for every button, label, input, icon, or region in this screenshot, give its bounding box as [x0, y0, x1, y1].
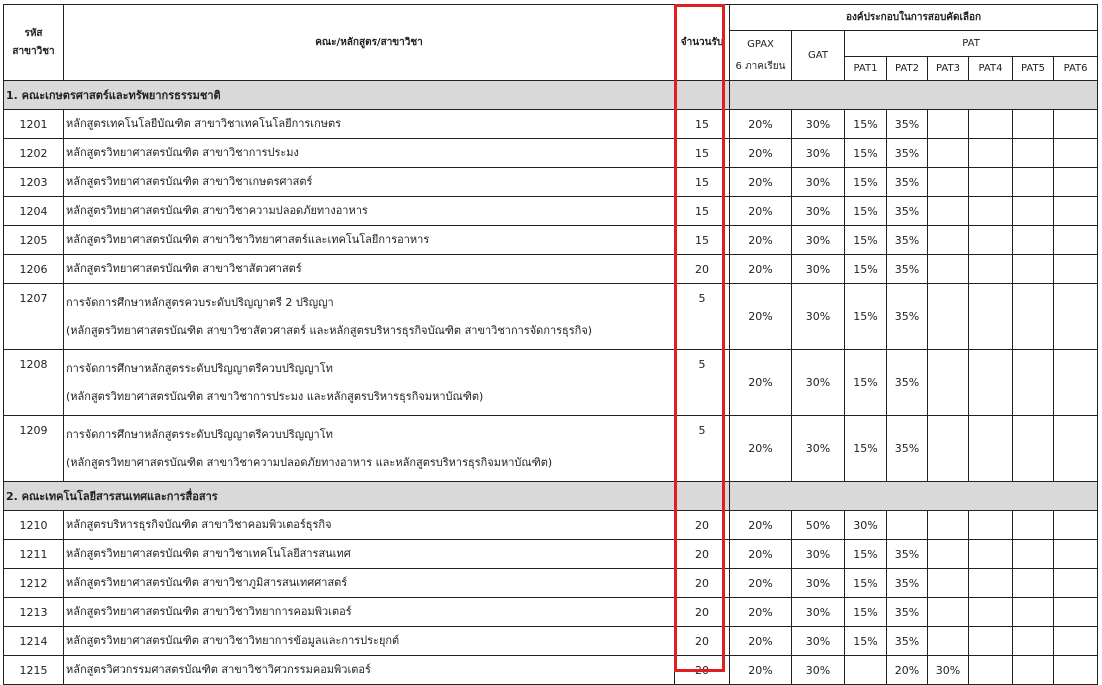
program-code: 1205 — [4, 226, 64, 255]
gpax-value: 20% — [730, 255, 792, 284]
pat3-value — [928, 168, 969, 197]
program-name-line1: หลักสูตรวิทยาศาสตรบัณฑิต สาขาวิชาภูมิสารสนเทศศาสตร์ — [66, 576, 348, 589]
seats-value: 5 — [675, 350, 730, 416]
pat4-value — [969, 350, 1013, 416]
section-row — [4, 482, 1098, 511]
pat1-value: 15% — [845, 110, 887, 139]
gpax-value: 20% — [730, 540, 792, 569]
pat6-value — [1054, 168, 1098, 197]
seats-value: 15 — [675, 168, 730, 197]
program-name — [64, 416, 675, 482]
program-name-line2: (หลักสูตรวิทยาศาสตรบัณฑิต สาขาวิชาสัตวศาสตร์ และหลักสูตรบริหารธุรกิจบัณฑิต สาขาวิชาการจัดการธุรกิจ) — [66, 323, 593, 337]
pat5-value — [1013, 656, 1054, 685]
header-pat-2: PAT2 — [887, 57, 928, 81]
pat6-value — [1054, 569, 1098, 598]
pat3-value — [928, 569, 969, 598]
pat4-value — [969, 540, 1013, 569]
table-row — [4, 656, 1098, 685]
section-title: 1. คณะเกษตรศาสตร์และทรัพยากรธรรมชาติ — [4, 81, 675, 110]
table-body — [4, 81, 1098, 685]
gpax-value: 20% — [730, 197, 792, 226]
program-name-line1: หลักสูตรวิทยาศาสตรบัณฑิต สาขาวิชาวิทยาการคอมพิวเตอร์ — [66, 605, 352, 618]
pat2-value: 35% — [887, 284, 928, 350]
pat2-value: 35% — [887, 350, 928, 416]
header-program: คณะ/หลักสูตร/สาขาวิชา — [64, 5, 675, 81]
pat3-value — [928, 197, 969, 226]
header-pat-6: PAT6 — [1054, 57, 1098, 81]
gpax-value: 20% — [730, 168, 792, 197]
pat2-value: 35% — [887, 416, 928, 482]
table-row — [4, 197, 1098, 226]
pat4-value — [969, 168, 1013, 197]
pat5-value — [1013, 226, 1054, 255]
pat3-value — [928, 627, 969, 656]
pat4-value — [969, 656, 1013, 685]
admission-table-sheet — [3, 4, 1097, 685]
pat3-value: 30% — [928, 656, 969, 685]
header-pat-1: PAT1 — [845, 57, 887, 81]
pat1-value: 15% — [845, 197, 887, 226]
seats-value: 20 — [675, 540, 730, 569]
pat1-value — [845, 656, 887, 685]
program-code: 1212 — [4, 569, 64, 598]
pat4-value — [969, 139, 1013, 168]
gat-value: 30% — [792, 540, 845, 569]
header-gat: GAT — [792, 31, 845, 81]
seats-value: 15 — [675, 139, 730, 168]
gpax-value: 20% — [730, 511, 792, 540]
header-gpax-line2: 6 ภาคเรียน — [735, 60, 786, 72]
pat5-value — [1013, 139, 1054, 168]
program-code: 1203 — [4, 168, 64, 197]
gat-value: 30% — [792, 168, 845, 197]
table-row — [4, 511, 1098, 540]
pat2-value: 35% — [887, 139, 928, 168]
pat5-value — [1013, 284, 1054, 350]
program-code: 1211 — [4, 540, 64, 569]
table-row — [4, 255, 1098, 284]
gat-value: 30% — [792, 656, 845, 685]
pat2-value: 35% — [887, 627, 928, 656]
pat1-value: 15% — [845, 226, 887, 255]
header-pat-4: PAT4 — [969, 57, 1013, 81]
program-name — [64, 569, 675, 598]
pat4-value — [969, 110, 1013, 139]
program-name — [64, 511, 675, 540]
program-name-line1: หลักสูตรวิทยาศาสตรบัณฑิต สาขาวิชาเกษตรศาสตร์ — [66, 175, 313, 188]
table-row — [4, 226, 1098, 255]
program-name-line2: (หลักสูตรวิทยาศาสตรบัณฑิต สาขาวิชาความปลอดภัยทางอาหาร และหลักสูตรบริหารธุรกิจมหาบัณฑิต) — [66, 455, 553, 469]
pat1-value: 15% — [845, 139, 887, 168]
program-name — [64, 168, 675, 197]
gpax-value: 20% — [730, 139, 792, 168]
gpax-value: 20% — [730, 110, 792, 139]
gat-value: 30% — [792, 284, 845, 350]
pat1-value: 15% — [845, 569, 887, 598]
pat6-value — [1054, 511, 1098, 540]
pat6-value — [1054, 598, 1098, 627]
section-row — [4, 81, 1098, 110]
pat1-value: 15% — [845, 255, 887, 284]
pat6-value — [1054, 197, 1098, 226]
pat5-value — [1013, 627, 1054, 656]
gpax-value: 20% — [730, 598, 792, 627]
section-title: 2. คณะเทคโนโลยีสารสนเทศและการสื่อสาร — [4, 482, 675, 511]
pat5-value — [1013, 168, 1054, 197]
pat5-value — [1013, 110, 1054, 139]
pat1-value: 15% — [845, 168, 887, 197]
program-name-line1: การจัดการศึกษาหลักสูตรระดับปริญญาตรีควบปริญญาโท — [66, 361, 333, 375]
seats-value: 20 — [675, 656, 730, 685]
header-gpax — [730, 31, 792, 81]
table-header — [4, 5, 1098, 81]
section-seats-cell — [675, 81, 730, 110]
seats-value: 5 — [675, 416, 730, 482]
program-name — [64, 226, 675, 255]
admission-table — [3, 4, 1098, 685]
program-name — [64, 540, 675, 569]
gpax-value: 20% — [730, 656, 792, 685]
gpax-value: 20% — [730, 284, 792, 350]
table-row — [4, 139, 1098, 168]
pat6-value — [1054, 226, 1098, 255]
gat-value: 30% — [792, 255, 845, 284]
pat4-value — [969, 284, 1013, 350]
pat5-value — [1013, 511, 1054, 540]
pat1-value: 15% — [845, 416, 887, 482]
seats-value: 20 — [675, 511, 730, 540]
program-code: 1207 — [4, 284, 64, 350]
program-code: 1208 — [4, 350, 64, 416]
pat1-value: 15% — [845, 284, 887, 350]
program-code: 1201 — [4, 110, 64, 139]
pat2-value: 35% — [887, 168, 928, 197]
program-name-line2: (หลักสูตรวิทยาศาสตรบัณฑิต สาขาวิชาการประมง และหลักสูตรบริหารธุรกิจมหาบัณฑิต) — [66, 389, 484, 403]
pat1-value: 30% — [845, 511, 887, 540]
pat1-value: 15% — [845, 627, 887, 656]
program-name — [64, 255, 675, 284]
pat1-value: 15% — [845, 598, 887, 627]
pat3-value — [928, 226, 969, 255]
program-name-line1: หลักสูตรวิทยาศาสตรบัณฑิต สาขาวิชาความปลอดภัยทางอาหาร — [66, 204, 368, 217]
pat5-value — [1013, 569, 1054, 598]
program-code: 1209 — [4, 416, 64, 482]
gat-value: 30% — [792, 226, 845, 255]
header-code-line1: รหัส — [24, 27, 43, 39]
gat-value: 30% — [792, 598, 845, 627]
header-components: องค์ประกอบในการสอบคัดเลือก — [730, 5, 1098, 31]
pat4-value — [969, 255, 1013, 284]
seats-value: 20 — [675, 255, 730, 284]
seats-value: 15 — [675, 226, 730, 255]
header-gpax-line1: GPAX — [747, 38, 774, 50]
program-code: 1214 — [4, 627, 64, 656]
gat-value: 30% — [792, 569, 845, 598]
pat6-value — [1054, 350, 1098, 416]
pat5-value — [1013, 598, 1054, 627]
pat2-value: 35% — [887, 226, 928, 255]
pat4-value — [969, 569, 1013, 598]
program-name-line1: หลักสูตรเทคโนโลยีบัณฑิต สาขาวิชาเทคโนโลยีการเกษตร — [66, 117, 342, 130]
table-row — [4, 416, 1098, 482]
program-name-line1: การจัดการศึกษาหลักสูตรควบระดับปริญญาตรี 2 ปริญญา — [66, 295, 334, 309]
table-row — [4, 110, 1098, 139]
table-row — [4, 598, 1098, 627]
pat6-value — [1054, 416, 1098, 482]
program-code: 1202 — [4, 139, 64, 168]
seats-value: 20 — [675, 598, 730, 627]
table-row — [4, 540, 1098, 569]
gpax-value: 20% — [730, 350, 792, 416]
header-pat: PAT — [845, 31, 1098, 57]
table-row — [4, 569, 1098, 598]
pat3-value — [928, 598, 969, 627]
program-name-line1: หลักสูตรวิทยาศาสตรบัณฑิต สาขาวิชาสัตวศาสตร์ — [66, 262, 302, 275]
pat2-value: 20% — [887, 656, 928, 685]
program-name — [64, 284, 675, 350]
gat-value: 30% — [792, 350, 845, 416]
program-name — [64, 110, 675, 139]
section-components-cell — [730, 482, 1098, 511]
pat4-value — [969, 197, 1013, 226]
pat2-value: 35% — [887, 569, 928, 598]
table-row — [4, 168, 1098, 197]
pat3-value — [928, 416, 969, 482]
pat5-value — [1013, 350, 1054, 416]
program-name-line1: หลักสูตรวิศวกรรมศาสตรบัณฑิต สาขาวิชาวิศวกรรมคอมพิวเตอร์ — [66, 663, 371, 676]
pat2-value: 35% — [887, 540, 928, 569]
section-components-cell — [730, 81, 1098, 110]
pat2-value: 35% — [887, 197, 928, 226]
pat4-value — [969, 416, 1013, 482]
header-pat-5: PAT5 — [1013, 57, 1054, 81]
pat3-value — [928, 511, 969, 540]
program-name — [64, 197, 675, 226]
pat3-value — [928, 540, 969, 569]
program-name — [64, 350, 675, 416]
pat3-value — [928, 110, 969, 139]
table-row — [4, 350, 1098, 416]
pat6-value — [1054, 255, 1098, 284]
gpax-value: 20% — [730, 569, 792, 598]
program-name-line1: หลักสูตรวิทยาศาสตรบัณฑิต สาขาวิชาการประมง — [66, 146, 299, 159]
program-name-line1: หลักสูตรวิทยาศาสตรบัณฑิต สาขาวิชาวิทยาศาสตร์และเทคโนโลยีการอาหาร — [66, 233, 430, 246]
pat3-value — [928, 284, 969, 350]
pat5-value — [1013, 416, 1054, 482]
seats-value: 20 — [675, 627, 730, 656]
program-name — [64, 627, 675, 656]
header-code — [4, 5, 64, 81]
gpax-value: 20% — [730, 226, 792, 255]
pat4-value — [969, 598, 1013, 627]
pat3-value — [928, 139, 969, 168]
gpax-value: 20% — [730, 416, 792, 482]
header-seats: จำนวนรับ — [675, 5, 730, 81]
pat5-value — [1013, 197, 1054, 226]
program-name-line1: หลักสูตรวิทยาศาสตรบัณฑิต สาขาวิชาวิทยาการข้อมูลและการประยุกต์ — [66, 634, 400, 647]
gpax-value: 20% — [730, 627, 792, 656]
pat5-value — [1013, 540, 1054, 569]
table-row — [4, 284, 1098, 350]
gat-value: 30% — [792, 416, 845, 482]
pat1-value: 15% — [845, 350, 887, 416]
gat-value: 30% — [792, 110, 845, 139]
program-code: 1215 — [4, 656, 64, 685]
program-name — [64, 139, 675, 168]
section-seats-cell — [675, 482, 730, 511]
gat-value: 30% — [792, 627, 845, 656]
header-pat-3: PAT3 — [928, 57, 969, 81]
header-code-line2: สาขาวิชา — [12, 45, 55, 57]
pat2-value — [887, 511, 928, 540]
pat2-value: 35% — [887, 255, 928, 284]
seats-value: 15 — [675, 197, 730, 226]
pat6-value — [1054, 540, 1098, 569]
seats-value: 5 — [675, 284, 730, 350]
seats-value: 15 — [675, 110, 730, 139]
program-code: 1206 — [4, 255, 64, 284]
pat6-value — [1054, 627, 1098, 656]
pat1-value: 15% — [845, 540, 887, 569]
program-name-line1: หลักสูตรบริหารธุรกิจบัณฑิต สาขาวิชาคอมพิวเตอร์ธุรกิจ — [66, 518, 332, 531]
program-code: 1213 — [4, 598, 64, 627]
pat3-value — [928, 350, 969, 416]
pat6-value — [1054, 139, 1098, 168]
gat-value: 30% — [792, 197, 845, 226]
gat-value: 30% — [792, 139, 845, 168]
pat6-value — [1054, 284, 1098, 350]
program-name-line1: การจัดการศึกษาหลักสูตรระดับปริญญาตรีควบปริญญาโท — [66, 427, 333, 441]
pat2-value: 35% — [887, 598, 928, 627]
program-code: 1204 — [4, 197, 64, 226]
pat3-value — [928, 255, 969, 284]
pat6-value — [1054, 656, 1098, 685]
pat4-value — [969, 627, 1013, 656]
program-code: 1210 — [4, 511, 64, 540]
pat4-value — [969, 226, 1013, 255]
pat6-value — [1054, 110, 1098, 139]
pat4-value — [969, 511, 1013, 540]
program-name — [64, 598, 675, 627]
seats-value: 20 — [675, 569, 730, 598]
table-row — [4, 627, 1098, 656]
program-name — [64, 656, 675, 685]
pat2-value: 35% — [887, 110, 928, 139]
gat-value: 50% — [792, 511, 845, 540]
pat5-value — [1013, 255, 1054, 284]
program-name-line1: หลักสูตรวิทยาศาสตรบัณฑิต สาขาวิชาเทคโนโลยีสารสนเทศ — [66, 547, 351, 560]
